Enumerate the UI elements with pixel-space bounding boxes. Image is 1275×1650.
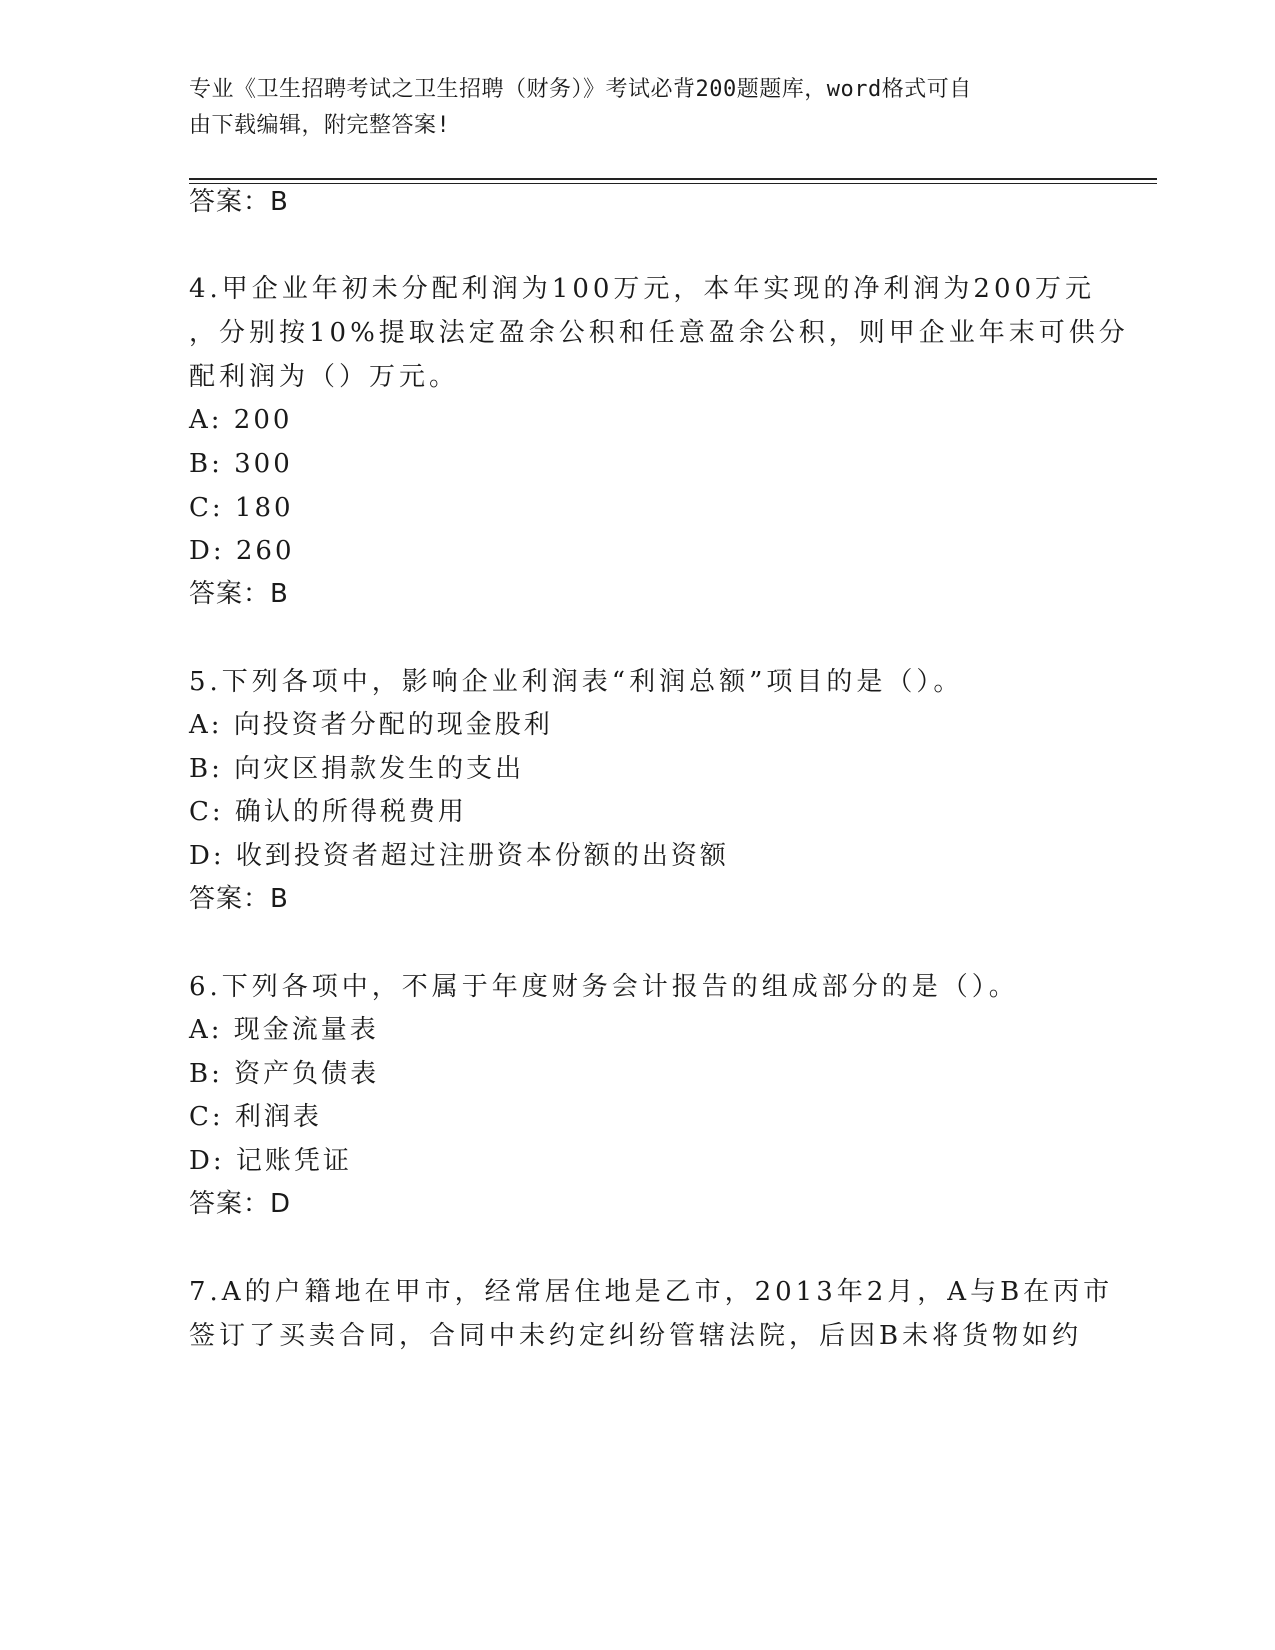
q5-text-line-1: 5.下列各项中，影响企业利润表“利润总额”项目的是（）。 — [189, 667, 964, 697]
q4-text-line-3: 配利润为（）万元。 — [189, 362, 460, 392]
q6-option-d: D: 记账凭证 — [189, 1146, 352, 1176]
answer-prev: 答案：B — [189, 187, 289, 217]
q5-answer: 答案：B — [189, 884, 289, 914]
q4-option-d: D: 260 — [189, 536, 295, 566]
q7-text-line-2: 签订了买卖合同，合同中未约定纠纷管辖法院，后因B未将货物如约 — [189, 1321, 1083, 1351]
header-line-1: 专业《卫生招聘考试之卫生招聘（财务）》考试必背200题题库，word格式可自 — [189, 77, 972, 102]
q7-text-line-1: 7.A的户籍地在甲市，经常居住地是乙市，2013年2月，A与B在丙市 — [189, 1277, 1114, 1307]
q6-text-line-1: 6.下列各项中，不属于年度财务会计报告的组成部分的是（）。 — [189, 972, 1019, 1002]
q6-option-b: B: 资产负债表 — [189, 1059, 380, 1089]
header-line-2: 由下载编辑，附完整答案! — [189, 113, 451, 138]
q5-option-c: C: 确认的所得税费用 — [189, 797, 467, 827]
q6-option-a: A: 现金流量表 — [189, 1015, 379, 1045]
header-rule-thin — [189, 183, 1157, 184]
q6-answer: 答案：D — [189, 1189, 292, 1219]
q5-option-a: A: 向投资者分配的现金股利 — [189, 710, 553, 740]
q6-option-c: C: 利润表 — [189, 1102, 322, 1132]
q4-text-line-2: ，分别按10%提取法定盈余公积和任意盈余公积，则甲企业年末可供分 — [189, 318, 1129, 348]
q4-answer: 答案：B — [189, 579, 289, 609]
q5-option-d: D: 收到投资者超过注册资本份额的出资额 — [189, 841, 729, 871]
header-rule-thick — [189, 178, 1157, 180]
q4-option-b: B: 300 — [189, 449, 293, 479]
q4-option-c: C: 180 — [189, 493, 294, 523]
q4-option-a: A: 200 — [189, 405, 293, 435]
q5-option-b: B: 向灾区捐款发生的支出 — [189, 754, 525, 784]
page-header — [189, 72, 1069, 144]
q4-text-line-1: 4.甲企业年初未分配利润为100万元，本年实现的净利润为200万元 — [189, 274, 1096, 304]
